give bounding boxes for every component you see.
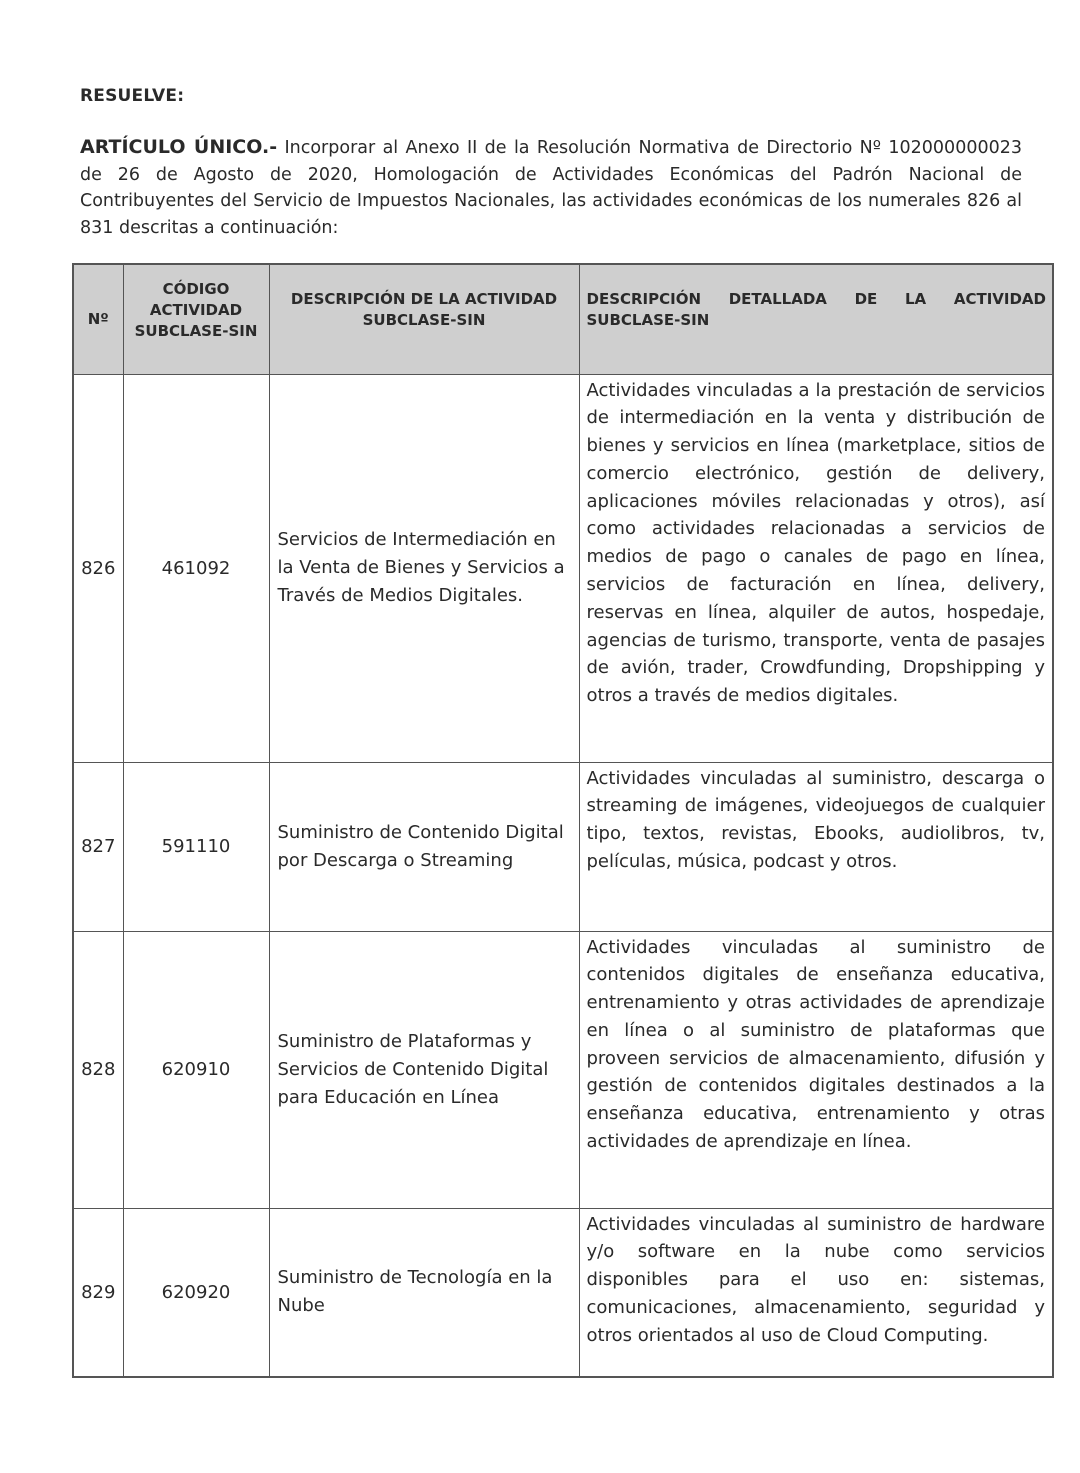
row-code: 461092 [123, 374, 269, 762]
header-detail: DESCRIPCIÓN DETALLADA DE LA ACTIVIDAD SUBCLASE-SIN [579, 264, 1053, 374]
table-row [73, 931, 1053, 1208]
article-paragraph [80, 134, 1022, 241]
article-body: Incorporar al Anexo II de la Resolución Normativa de Directorio Nº 102000000023 de 26 de Agosto de 2020, Homologación de Actividades Económicas del Padrón Nacional de Contribuyentes del Servicio de Impuestos Nacionales, las actividades económicas de los numerales 826 al 831 descritas a continuación: [80, 138, 1022, 238]
row-description: Suministro de Tecnología en la Nube [269, 1208, 579, 1377]
row-detail: Actividades vinculadas a la prestación de servicios de intermediación en la venta y distribución de bienes y servicios en línea (marketplace, sitios de comercio electrónico, gestión de delivery, aplicaciones móviles relacionadas y otros), así como actividades relacionadas a servicios de medios de pago o canales de pago en línea, servicios de facturación en línea, delivery, reservas en línea, alquiler de autos, hospedaje, agencias de turismo, transporte, venta de pasajes de avión, trader, Crowdfunding, Dropshipping y otros a través de medios digitales. [579, 374, 1053, 762]
row-detail: Actividades vinculadas al suministro de hardware y/o software en la nube como servicios disponibles para el uso en: sistemas, comunicaciones, almacenamiento, seguridad y otros orientados al uso de Cloud Computing. [579, 1208, 1053, 1377]
row-num: 829 [73, 1208, 123, 1377]
table-header [73, 264, 1053, 374]
row-description: Suministro de Contenido Digital por Descarga o Streaming [269, 762, 579, 931]
row-code: 620920 [123, 1208, 269, 1377]
header-description: DESCRIPCIÓN DE LA ACTIVIDAD SUBCLASE-SIN [269, 264, 579, 374]
row-num: 828 [73, 931, 123, 1208]
row-code: 591110 [123, 762, 269, 931]
row-description: Servicios de Intermediación en la Venta de Bienes y Servicios a Través de Medios Digitales. [269, 374, 579, 762]
row-detail: Actividades vinculadas al suministro de contenidos digitales de enseñanza educativa, entrenamiento y otras actividades de aprendizaje en línea o al suministro de plataformas que proveen servicios de almacenamiento, difusión y gestión de contenidos digitales destinados a la enseñanza educativa, entrenamiento y otras actividades de aprendizaje en línea. [579, 931, 1053, 1208]
row-detail: Actividades vinculadas al suministro, descarga o streaming de imágenes, videojuegos de cualquier tipo, textos, revistas, Ebooks, audiolibros, tv, películas, música, podcast y otros. [579, 762, 1053, 931]
header-num: Nº [73, 264, 123, 374]
row-description: Suministro de Plataformas y Servicios de Contenido Digital para Educación en Línea [269, 931, 579, 1208]
row-num: 826 [73, 374, 123, 762]
table-row [73, 1208, 1053, 1377]
activities-table [72, 263, 1054, 1378]
table-row [73, 374, 1053, 762]
row-num: 827 [73, 762, 123, 931]
header-code: CÓDIGO ACTIVIDAD SUBCLASE-SIN [123, 264, 269, 374]
resolve-heading: RESUELVE: [80, 86, 185, 106]
table-row [73, 762, 1053, 931]
article-lead: ARTÍCULO ÚNICO.- [80, 136, 278, 158]
row-code: 620910 [123, 931, 269, 1208]
